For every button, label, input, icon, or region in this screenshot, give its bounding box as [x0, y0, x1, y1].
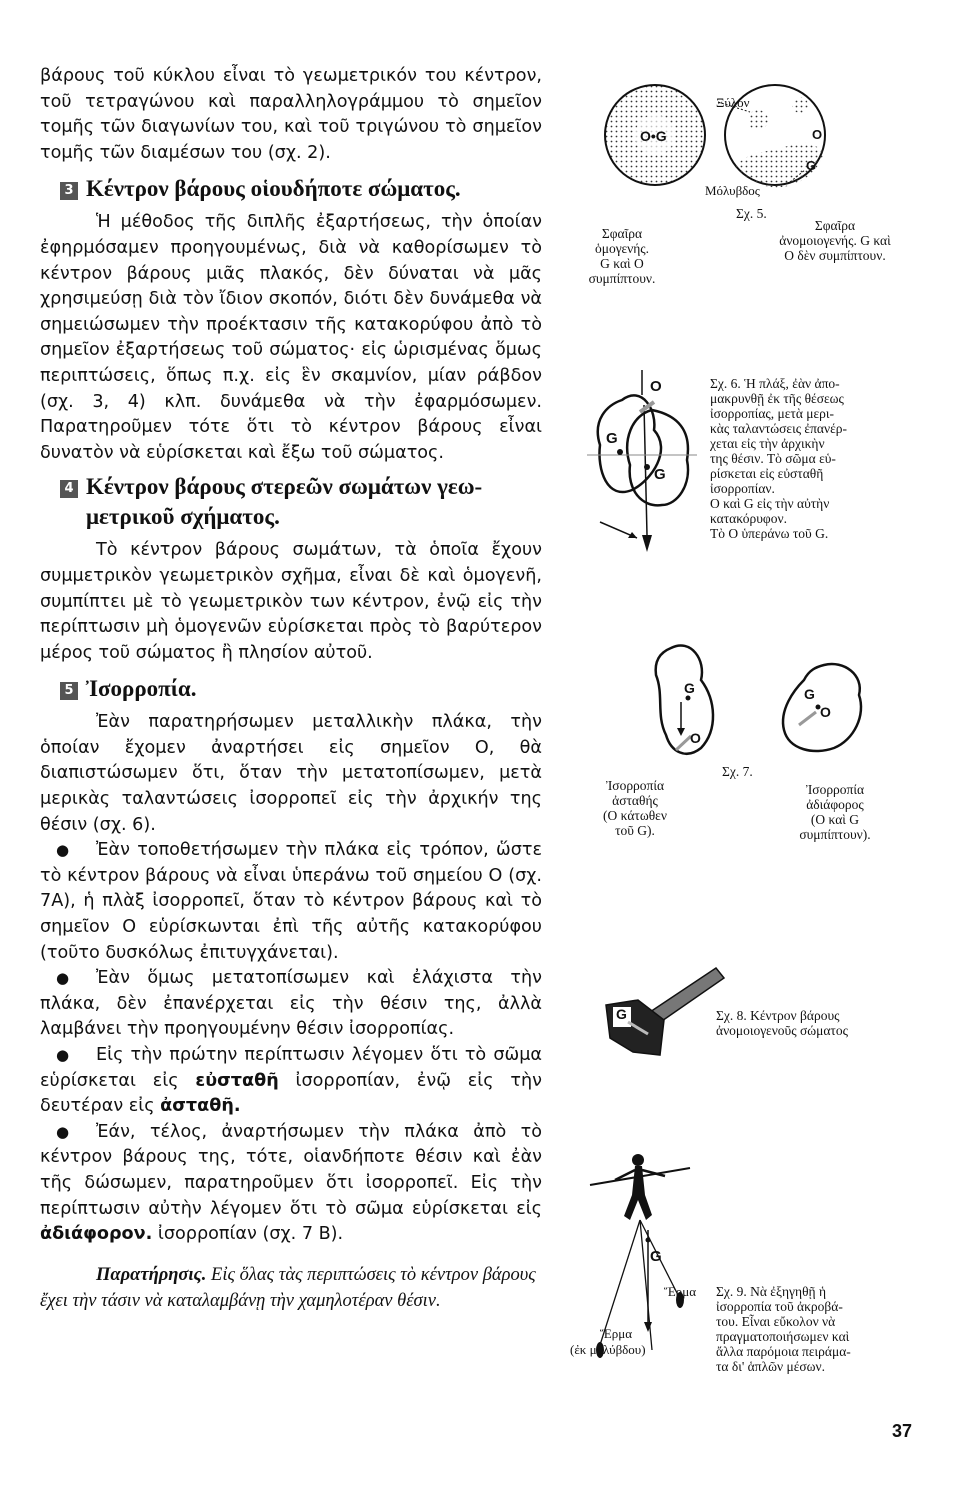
plumb-bob — [642, 535, 652, 552]
fig9-caption-line: πραγματοποιήσωμεν καὶ — [716, 1329, 850, 1344]
fig7-label-o-left: O — [690, 730, 701, 746]
fig8-caption — [716, 1008, 916, 1038]
fig9-label-erma-left: Ἕρμα — [600, 1326, 633, 1341]
fig6-caption-line: της θέσιν. Τὸ σῶμα εὑ- — [710, 451, 836, 466]
fig7-caption-right — [780, 782, 890, 842]
fig7-label-g-right: G — [804, 686, 815, 702]
fig5-caption-left-line: ὁμογενής. — [594, 241, 650, 256]
fig6-caption — [710, 376, 910, 541]
bullet-3 — [40, 1043, 542, 1120]
remark-label: Παρατήρησις. — [96, 1264, 207, 1285]
section-3-title: Κέντρον βάρους οἱουδήποτε σώματος. — [86, 176, 461, 202]
section-4-number: 4 — [60, 480, 78, 498]
fig5-label-g: G — [806, 158, 817, 173]
fig6-label-g1: G — [606, 430, 618, 447]
fig6-caption-line: Σχ. 6. Ἡ πλάξ, ἐὰν ἀπο- — [710, 376, 840, 391]
fig6-caption-line: Τὸ Ο ὑπεράνω τοῦ G. — [710, 526, 829, 541]
fig9-caption-line: του. Εἶναι εὔκολον νὰ — [716, 1314, 836, 1329]
fig7-caption-right-line: Ἰσορροπία — [805, 782, 865, 797]
bullet-3-text-b: ἰσορροπίαν, ἐνῷ εἰς τὴν δευτέραν εἰς — [40, 1070, 542, 1117]
bullet-4 — [40, 1120, 542, 1248]
fig8-caption-line: Σχ. 8. Κέντρον βάρους — [716, 1008, 840, 1023]
fig6-label-g2: G — [654, 466, 666, 483]
fig6-caption-line: ἰσορροπίαν. — [710, 481, 775, 496]
fig9-caption-line: τα δι' ἁπλῶν μέσων. — [716, 1359, 826, 1374]
bullet-3-bold-unstable: ἀσταθῆ. — [160, 1096, 241, 1117]
bullet-4-text-a: Ἐάν, τέλος, ἀναρτήσωμεν τὴν πλάκα ἀπὸ τὸ κέντρον βάρους της, τότε, οἱανδήποτε θέσιν καὶ ἐὰν τῆς δώσωμεν, παρατηροῦμεν ὅτι ἰσορροπεῖ. Εἰς τὴν περίπτωσιν αὐτὴν λέγομεν ὅτι τὸ σῶμα εὑρίσκεται εἰς — [40, 1121, 542, 1219]
acrobat-head — [632, 1154, 644, 1166]
remark-text: Εἰς ὅλας τὰς περιπτώσεις τὸ κέντρον βάρους ἔχει τὴν τάσιν νὰ καταλαμβάνῃ τὴν χαμηλοτέραν θέσιν. — [40, 1264, 536, 1311]
fig5-caption-right-line: Σφαῖρα — [814, 218, 856, 233]
bullet-4-text-b: ἰσορροπίαν (σχ. 7 Β). — [152, 1224, 344, 1245]
fig5-caption-right-line: ἀνομοιογενής. G καὶ — [779, 233, 891, 248]
fig5-caption-right-line: Ο δὲν συμπίπτουν. — [784, 248, 886, 263]
section-4-title-line2: μετρικοῦ σχήματος. — [86, 504, 280, 530]
fig6-label-o: O — [650, 378, 662, 395]
fig6-caption-line: μακρυνθῇ ἐκ τῆς θέσεως — [710, 391, 844, 406]
section-5-number: 5 — [60, 682, 78, 700]
fig5-caption-left-line: Σφαῖρα — [601, 226, 643, 241]
fig7-caption-left-line: Ἰσορροπία — [605, 778, 665, 793]
bullet-3-text-a: Εἰς τὴν πρώτην περίπτωσιν λέγομεν ὅτι τὸ σῶμα εὑρίσκεται εἰς — [40, 1045, 542, 1091]
page-number: 37 — [891, 1421, 912, 1441]
fig7-label-g-left: G — [684, 680, 695, 696]
section-3-heading — [40, 174, 542, 204]
section-4-heading — [40, 472, 542, 532]
fig6-caption-line: χεται εἰς τὴν ἀρχικὴν — [710, 436, 825, 451]
paragraph-1: βάρους τοῦ κύκλου εἶναι τὸ γεωμετρικόν του κέντρον, τοῦ τετραγώνου καὶ παραλληλογράμμου τὸ σημεῖον τομῆς τῶν διαγωνίων του, καὶ τοῦ τριγώνου τὸ σημεῖον τομῆς τῶν διαμέσων του (σχ. 2). — [40, 66, 542, 163]
main-text-column — [40, 64, 542, 1332]
fig7-caption-left-line: (Ο κάτωθεν — [603, 808, 667, 823]
fig7a-drawing — [646, 640, 726, 760]
fig7-caption-right-line: (Ο καὶ G — [810, 812, 860, 827]
fig9-caption — [716, 1284, 906, 1374]
fig5-label-wood: Ξύλον — [716, 95, 750, 110]
fig9-label-g: G — [650, 1248, 662, 1265]
section-3-number: 3 — [60, 182, 78, 200]
fig8-caption-line: ἀνομοιογενοῦς σώματος — [716, 1023, 848, 1038]
fig7-caption-left-line: ἀσταθής — [612, 793, 658, 808]
fig6-caption-line: ρίσκεται εἰς εὐσταθῆ — [710, 466, 824, 481]
fig6-caption-line: κατακόρυφον. — [710, 511, 787, 526]
fig5-caption-left-line: συμπίπτουν. — [588, 271, 656, 286]
fig9-caption-line: ἄλλα παρόμοια πειράμα- — [716, 1344, 851, 1359]
bullet-3-bold-stable: εὐσταθῆ — [195, 1070, 279, 1091]
paragraph-4: Ἐὰν παρατηρήσωμεν μεταλλικὴν πλάκα, τὴν ὁποίαν ἔχομεν ἀναρτήσει εἰς σημεῖον Ο, θὰ διαπιστώσωμεν ὅτι, ὅταν τὴν μετατοπίσωμεν, μετὰ μερικὰς ταλαντώσεις ἰσορροπεῖ εἰς τὴν ἀρχικήν της θέσιν (σχ. 6). — [40, 712, 542, 835]
section-5-heading — [40, 674, 542, 704]
paragraph-2: Ἡ μέθοδος τῆς διπλῆς ἐξαρτήσεως, τὴν ὁποίαν ἐφηρμόσαμεν προηγουμένως, διὰ νὰ καθορίσωμεν τὸ κέντρον βάρους μιᾶς πλακός, δὲν δύναται νὰ μᾶς χρησιμεύσῃ διὰ τὸν ἴδιον σκοπόν, διότι δὲν δυνάμεθα νὰ σημειώσωμεν τὴν προέκτασιν τῆς κατακορύφου ἀπὸ τὸ σημεῖον ἐξαρτήσεως τοῦ σώματος· εἰς ὡρισμένας ὅμως περιπτώσεις, ὅπως π.χ. εἰς ἓν σκαμνίον, μίαν ράβδον (σχ. 3, 4) κλπ. δυνάμεθα νὰ τὴν ἐφαρμόσωμεν. Παρατηροῦμεν τότε ὅτι τὸ κέντρον βάρους εἶναι δυνατὸν νὰ εὑρίσκεται καὶ ἔξω τοῦ σώματος. — [40, 212, 542, 463]
fig9-label-erma-right: Ἕρμα — [664, 1284, 697, 1299]
fig5-label-o: O — [812, 127, 823, 142]
fig9-label-lead: (ἐκ μολύβδου) — [570, 1342, 646, 1357]
fig7-caption-right-line: ἀδιάφορος — [806, 797, 864, 812]
fig6-caption-line: ἰσορροπίας, μετὰ μερι- — [710, 406, 835, 421]
remark — [40, 1262, 542, 1314]
paragraph-3: Τὸ κέντρον βάρους σωμάτων, τὰ ὁποῖα ἔχουν συμμετρικὸν γεωμετρικὸν σχῆμα, εἶναι δὲ καὶ ὁμογενῆ, συμπίπτει μὲ τὸ γεωμετρικὸν των κέντρον, ἐνῷ εἰς τὴν περίπτωσιν μὴ ὁμογενῶν εὑρίσκεται πρὸς τὸ βαρύτερον μέρος τοῦ σώματος ἢ πλησίον αὐτοῦ. — [40, 540, 542, 663]
fig6-drawing — [582, 370, 712, 560]
fig9-caption-line: Σχ. 9. Νὰ ἐξηγηθῇ ἡ — [716, 1284, 827, 1299]
fig5-label-og: O•G — [640, 128, 667, 144]
plate-rest — [627, 410, 688, 505]
fig7-label-o-right: O — [820, 704, 831, 720]
bullet-1: ● Ἐὰν τοποθετήσωμεν τὴν πλάκα εἰς τρόπον, ὥστε τὸ κέντρον βάρους νὰ εἶναι ὑπεράνω τοῦ σημείου Ο (σχ. 7Α), ἡ πλὰξ ἰσορροπεῖ, ὅταν τὸ κέντρον βάρους καὶ τὸ σημεῖον Ο εὑρίσκωνται ἐπὶ τῆς αὐτῆς κατακορύφου (τοῦτο δυσκόλως ἐπιτυγχάνεται). — [40, 838, 542, 966]
fig5-caption-left-line: G καὶ Ο — [600, 256, 644, 271]
fig9-caption-line: ἰσορροπία τοῦ ἀκροβά- — [716, 1299, 843, 1314]
fig5-number: Σχ. 5. — [736, 206, 767, 221]
fig7-caption-left — [580, 778, 690, 838]
bullet-2: ● Ἐὰν ὅμως μετατοπίσωμεν καὶ ἐλάχιστα τὴν πλάκα, δὲν ἐπανέρχεται εἰς τὴν θέσιν της, ἀλλὰ λαμβάνει τὴν προηγουμένην θέσιν ἰσορροπίας. — [40, 966, 542, 1043]
unstable-plate — [656, 646, 713, 754]
section-4-title-line1: Κέντρον βάρους στερεῶν σωμάτων γεω- — [86, 474, 483, 500]
fig7-caption-left-line: τοῦ G). — [615, 823, 655, 838]
section-5-title: Ἰσορροπία. — [86, 676, 197, 702]
fig6-caption-line: κὰς ταλαντώσεις ἐπανέρ- — [710, 421, 847, 436]
fig7-number: Σχ. 7. — [722, 764, 753, 779]
fig5-label-lead: Μόλυβδος — [705, 183, 760, 198]
fig5-caption-left — [572, 226, 672, 286]
fig8-label-g: G — [616, 1006, 627, 1022]
bullet-4-bold-neutral: ἀδιάφορον. — [40, 1224, 153, 1245]
fig5-caption-right — [752, 218, 918, 263]
fig6-caption-line: Ο καὶ G εἰς τὴν αὐτὴν — [710, 496, 830, 511]
fig7-caption-right-line: συμπίπτουν). — [799, 827, 871, 842]
vertical-line — [644, 405, 647, 535]
